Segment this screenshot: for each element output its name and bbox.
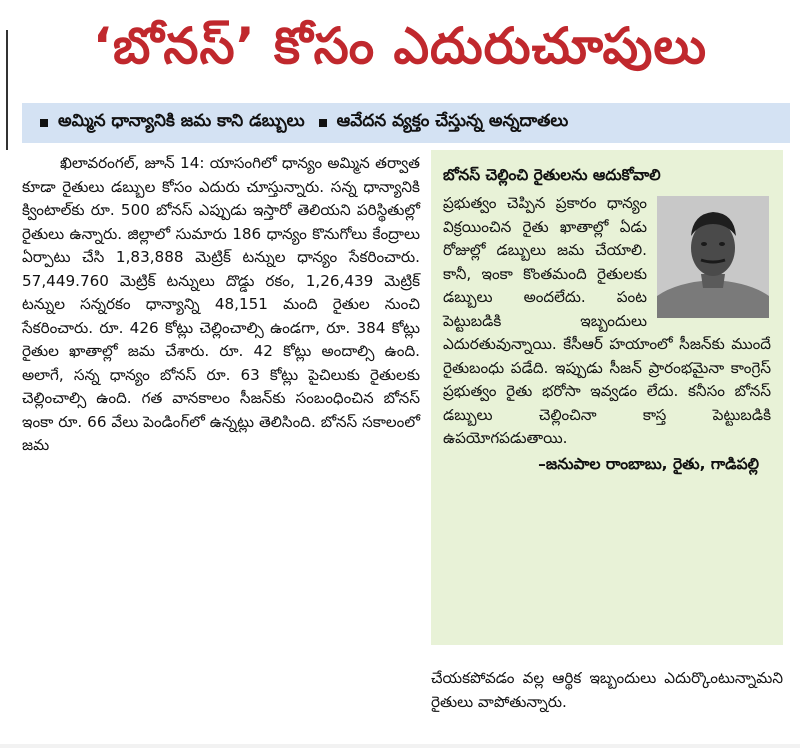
square-bullet-icon <box>319 119 327 127</box>
article-continuation <box>431 666 783 714</box>
quote-signature: –జనుపాల రాంబాబు, రైతు, గాడిపల్లి <box>538 454 759 473</box>
article-paragraph: ఖిలావరంగల్, జూన్ 14: యాసంగిలో ధాన్యం అమ్మిన తర్వాత కూడా రైతులు డబ్బుల కోసం ఎదురు చూస్తున్నారు. సన్న ధాన్యానికి క్వింటాల్‌కు రూ. 500 బోనస్ ఎప్పుడు ఇస్తారో తెలియని పరిస్థితుల్లో రైతులు ఉన్నారు. జిల్లాలో సుమారు 186 ధాన్యం కొనుగోలు కేంద్రాలు ఏర్పాటు చేసి 1,83,888 మెట్రిక్ టన్నుల ధాన్యం సేకరించారు. 57,449.760 మెట్రిక్ టన్నులు దొడ్డు రకం, 1,26,439 మెట్రిక్ టన్నుల సన్నరకం ధాన్యాన్ని 48,151 మంది రైతుల నుంచి సేకరించారు. రూ. 426 కోట్లు చెల్లించాల్సి ఉండగా, రూ. 384 కోట్లు రైతుల ఖాతాల్లో జమ చేశారు. రూ. 42 కోట్లు అందాల్సి ఉంది. అలాగే, సన్న ధాన్యం బోనస్ రూ. 63 కోట్లు పైచిలుకు రైతులకు చెల్లించాల్సి ఉంది. గత వానకాలం సీజన్‌కు సంబంధించిన బోనస్ ఇంకా రూ. 66 వేలు పెండింగ్‌లో ఉన్నట్లు తెలిసింది. బోనస్ సకాలంలో జమ <box>22 154 420 454</box>
farmer-photo <box>657 196 769 318</box>
article-body <box>22 152 420 458</box>
quote-box-title: బోనస్ చెల్లించి రైతులను ఆదుకోవాలి <box>443 166 661 184</box>
quote-paragraph: ప్రభుత్వం చెప్పిన ప్రకారం ధాన్యం విక్రయించిన రైతు ఖాతాల్లో ఏడు రోజుల్లో డబ్బులు జమ చేయాలి. కానీ, ఇంకా కొంతమంది రైతులకు డబ్బులు అందలేదు. పంట పెట్టుబడికి ఇబ్బందులు ఎదురతువున్నాయి. కేసీఆర్ హయాంలో సీజన్‌కు ముందే రైతుబంధు పడేది. ఇప్పుడు సీజన్ ప్రారంభమైనా కాంగ్రెస్ ప్రభుత్వం రైతు భరోసా ఇవ్వడం లేదు. కనీసం బోనస్ డబ్బులు చెల్లించినా కాస్త పెట్టుబడికి ఉపయోగపడుతాయి. <box>443 194 771 447</box>
subhead-item <box>319 111 569 135</box>
subhead-text: ఆవేదన వ్యక్తం చేస్తున్న అన్నదాతలు <box>336 111 569 131</box>
portrait-image <box>657 196 769 318</box>
quote-box <box>431 150 783 645</box>
subhead-text: అమ్మిన ధాన్యానికి జమ కాని డబ్బులు <box>58 111 305 131</box>
subhead-band <box>22 103 790 143</box>
bottom-edge <box>0 744 800 748</box>
square-bullet-icon <box>40 119 48 127</box>
continuation-paragraph: చేయకపోవడం వల్ల ఆర్థిక ఇబ్బందులు ఎదుర్కొంటున్నామని రైతులు వాపోతున్నారు. <box>431 669 783 711</box>
headline: ‘బోనస్’ కోసం ఎదురుచూపులు <box>92 17 708 75</box>
subhead-item <box>40 111 305 135</box>
